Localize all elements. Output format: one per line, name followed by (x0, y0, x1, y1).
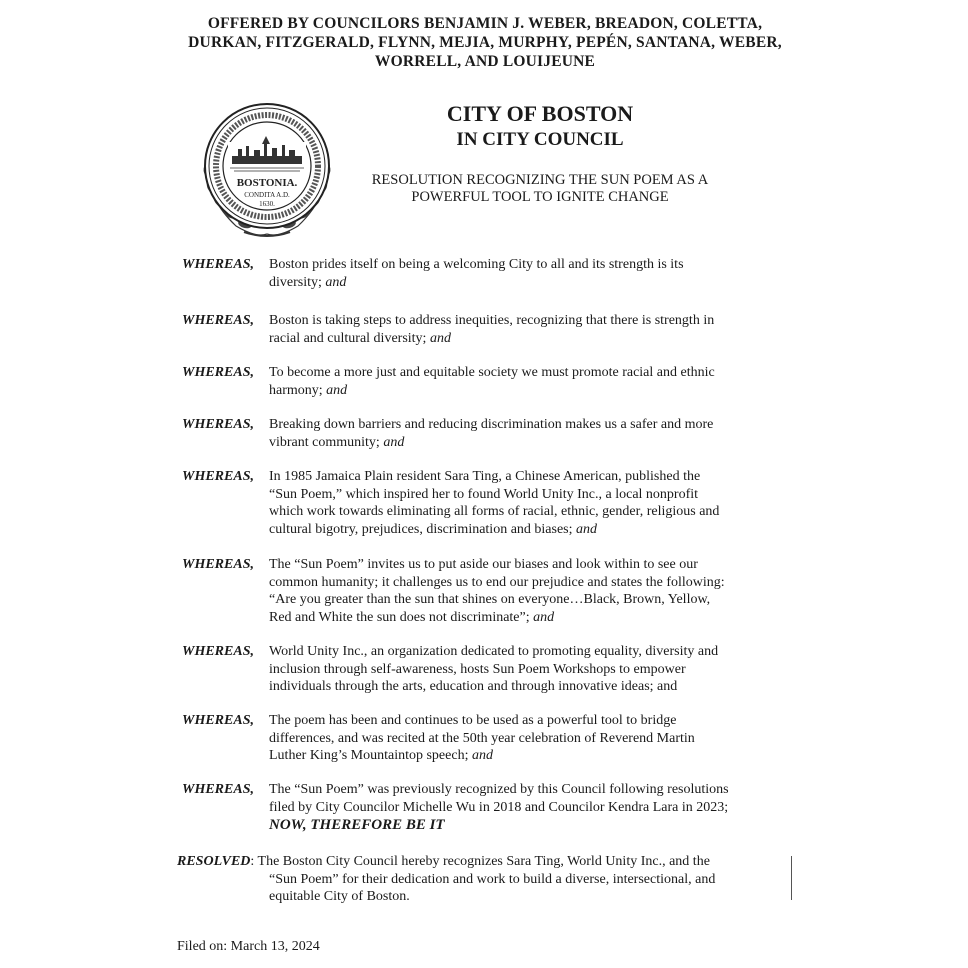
whereas-clause (180, 643, 780, 696)
clause-text (269, 712, 780, 765)
clause-line: differences, and was recited at the 50th year celebration of Reverend Martin (269, 730, 695, 746)
clause-line: Breaking down barriers and reducing discrimination makes us a safer and more (269, 417, 714, 432)
clause-conjunction: and (322, 382, 348, 398)
whereas-clause (180, 416, 780, 451)
clause-line: harmony; (269, 382, 323, 398)
now-therefore-be-it: NOW, THEREFORE BE IT (269, 817, 445, 833)
sponsors-line: WORRELL, AND LOUIJEUNE (374, 53, 596, 70)
whereas-clause (180, 256, 780, 291)
svg-text:BOSTONIA.: BOSTONIA. (236, 177, 298, 189)
resolved-line: : The Boston City Council hereby recognizes Sara Ting, World Unity Inc., and the (250, 854, 710, 869)
clause-line: “Sun Poem,” which inspired her to found World Unity Inc., a local nonprofit (269, 486, 699, 502)
resolved-clause (177, 853, 777, 906)
clause-text (269, 781, 780, 816)
clause-text (269, 416, 780, 451)
resolution-title (350, 172, 730, 206)
city-title: CITY OF BOSTON (446, 101, 634, 126)
clause-line: cultural bigotry, prejudices, discrimination and biases; (269, 521, 573, 537)
resolved-first-line (177, 853, 777, 871)
whereas-clause (180, 556, 780, 626)
clause-text (269, 643, 780, 696)
whereas-clause (180, 712, 780, 765)
sponsors-line: OFFERED BY COUNCILORS BENJAMIN J. WEBER, BREADON, COLETTA, (207, 15, 763, 32)
whereas-label: WHEREAS, (182, 257, 254, 272)
council-subtitle: IN CITY COUNCIL (456, 129, 624, 150)
sponsors-header (150, 14, 820, 71)
clause-line: which work towards eliminating all forms of racial, ethnic, gender, religious and (269, 504, 720, 519)
clause-line: The poem has been and continues to be used as a powerful tool to bridge (269, 713, 677, 728)
resolution-title-line: RESOLUTION RECOGNIZING THE SUN POEM AS A (371, 172, 709, 188)
sponsors-line: DURKAN, FITZGERALD, FLYNN, MEJIA, MURPHY, PEPÉN, SANTANA, WEBER, (188, 34, 782, 51)
document-heading (350, 100, 730, 206)
whereas-label: WHEREAS, (182, 782, 254, 797)
clause-line: Luther King’s Mountaintop speech; (269, 748, 469, 763)
clause-line: individuals through the arts, education and through innovative ideas; and (269, 679, 678, 694)
clause-text (269, 256, 780, 291)
clause-line: “Are you greater than the sun that shines on everyone…Black, Brown, Yellow, (269, 592, 711, 607)
whereas-clause (180, 781, 780, 835)
whereas-label: WHEREAS, (182, 365, 254, 380)
clause-line: filed by City Councilor Michelle Wu in 2018 and Councilor Kendra Lara in 2023; (269, 799, 729, 815)
city-seal-icon (196, 94, 338, 242)
whereas-label: WHEREAS, (182, 417, 254, 432)
clause-line: diversity; (269, 274, 322, 290)
clause-line: common humanity; it challenges us to end our prejudice and states the following: (269, 574, 725, 590)
clause-text (269, 364, 780, 399)
clause-line: Boston is taking steps to address inequities, recognizing that there is strength in (269, 313, 715, 328)
svg-text:CONDITA A.D.: CONDITA A.D. (244, 191, 290, 199)
whereas-label: WHEREAS, (182, 557, 254, 572)
resolved-label: RESOLVED (177, 854, 251, 869)
whereas-label: WHEREAS, (182, 313, 254, 328)
whereas-clause (180, 364, 780, 399)
clause-text (269, 468, 780, 538)
clause-conjunction: and (426, 330, 451, 346)
clause-line: The “Sun Poem” invites us to put aside our biases and look within to see our (269, 557, 698, 572)
clause-text (269, 312, 780, 347)
clause-conjunction: and (468, 748, 493, 763)
clause-line: inclusion through self-awareness, hosts Sun Poem Workshops to empower (269, 661, 686, 677)
clause-conjunction: and (529, 609, 555, 625)
whereas-clause (180, 312, 780, 347)
margin-line (791, 856, 792, 900)
clause-conjunction: and (321, 274, 347, 290)
whereas-clause (180, 468, 780, 538)
clause-line: In 1985 Jamaica Plain resident Sara Ting, a Chinese American, published the (269, 469, 701, 484)
resolution-title-line: POWERFUL TOOL TO IGNITE CHANGE (411, 189, 669, 205)
clause-conjunction: and (572, 521, 598, 537)
clause-conjunction: and (379, 434, 405, 450)
clause-text (269, 556, 780, 626)
svg-text:1630.: 1630. (259, 200, 275, 208)
resolved-line: “Sun Poem” for their dedication and work to build a diverse, intersectional, and (269, 871, 716, 887)
clause-line: racial and cultural diversity; (269, 330, 427, 346)
whereas-label: WHEREAS, (182, 644, 254, 659)
clause-line: vibrant community; (269, 434, 380, 450)
filed-date: Filed on: March 13, 2024 (177, 939, 320, 954)
whereas-label: WHEREAS, (182, 469, 254, 484)
whereas-label: WHEREAS, (182, 713, 254, 728)
clause-line: The “Sun Poem” was previously recognized by this Council following resolutions (269, 782, 729, 797)
clause-line: World Unity Inc., an organization dedicated to promoting equality, diversity and (269, 644, 719, 659)
clause-line: Red and White the sun does not discriminate”; (269, 609, 530, 625)
clause-line: Boston prides itself on being a welcoming City to all and its strength is its (269, 257, 684, 272)
resolved-line: equitable City of Boston. (269, 889, 410, 904)
clause-line: To become a more just and equitable society we must promote racial and ethnic (269, 365, 715, 380)
